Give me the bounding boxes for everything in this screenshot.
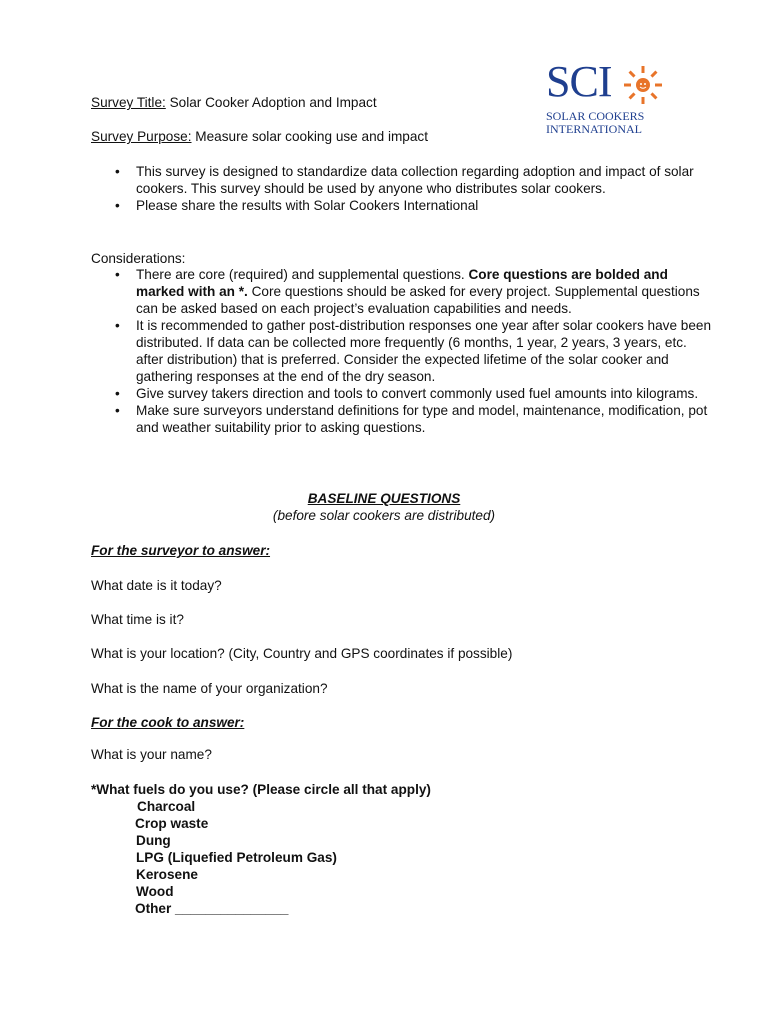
surveyor-question-date: What date is it today? bbox=[91, 578, 222, 593]
list-item: • It is recommended to gather post-distribution responses one year after solar cookers have been distributed. If data can be collected more frequently (6 months, 1 year, 2 years, 3 years, etc. after distribution) that is preferred. Consider the expected lifetime of the solar cooker and gathering responses at the end of the dry season. bbox=[0, 317, 716, 385]
surveyor-question-time: What time is it? bbox=[91, 612, 184, 627]
fuel-option: Charcoal bbox=[137, 799, 196, 814]
survey-title bbox=[91, 94, 377, 111]
fuel-option: Kerosene bbox=[136, 867, 198, 882]
fuel-option: Wood bbox=[136, 884, 174, 899]
logo-line-2: INTERNATIONAL bbox=[546, 122, 642, 136]
list-item bbox=[0, 266, 716, 317]
fuels-question: *What fuels do you use? (Please circle all that apply) bbox=[91, 782, 431, 797]
list-item: • Make sure surveyors understand definitions for type and model, maintenance, modification, pot and weather suitability prior to asking questions. bbox=[0, 402, 716, 436]
survey-purpose-label: Survey Purpose: bbox=[91, 129, 192, 144]
cook-heading: For the cook to answer: bbox=[91, 715, 245, 730]
surveyor-question-location: What is your location? (City, Country and GPS coordinates if possible) bbox=[91, 646, 513, 661]
cook-question-name: What is your name? bbox=[91, 747, 212, 762]
consideration-1-bold: Core questions are bolded and marked with an *. bbox=[136, 267, 668, 299]
sun-icon bbox=[622, 64, 664, 106]
survey-purpose bbox=[91, 128, 428, 145]
survey-purpose-value: Measure solar cooking use and impact bbox=[191, 129, 429, 144]
list-item: • This survey is designed to standardize data collection regarding adoption and impact of solar cookers. This survey should be used by anyone who distributes solar cookers. bbox=[0, 163, 716, 197]
fuel-option: Other _______________ bbox=[135, 901, 289, 916]
list-item: • Give survey takers direction and tools to convert commonly used fuel amounts into kilograms. bbox=[0, 385, 716, 402]
list-item: • Please share the results with Solar Cookers International bbox=[0, 197, 716, 214]
survey-title-label: Survey Title: bbox=[91, 95, 166, 110]
fuel-option: Dung bbox=[136, 833, 171, 848]
baseline-subheading: (before solar cookers are distributed) bbox=[272, 508, 496, 523]
surveyor-question-organization: What is the name of your organization? bbox=[91, 681, 328, 696]
logo-letters: SCI bbox=[546, 57, 612, 106]
fuel-option: LPG (Liquefied Petroleum Gas) bbox=[136, 850, 337, 865]
surveyor-heading: For the surveyor to answer: bbox=[91, 543, 271, 558]
sci-logo bbox=[544, 57, 674, 140]
fuel-option: Crop waste bbox=[135, 816, 209, 831]
consideration-1-text: There are core (required) and supplemental questions. bbox=[136, 267, 469, 282]
intro-bullet-list bbox=[0, 163, 716, 214]
baseline-heading: BASELINE QUESTIONS bbox=[307, 491, 461, 506]
consideration-1-rest: Core questions should be asked for every project. Supplemental questions can be asked based on each project’s evaluation capabilities and needs. bbox=[136, 284, 700, 316]
survey-title-value: Solar Cooker Adoption and Impact bbox=[165, 95, 377, 110]
considerations-bullet-list bbox=[0, 266, 716, 436]
logo-line-1: SOLAR COOKERS bbox=[546, 109, 645, 123]
considerations-heading: Considerations: bbox=[91, 251, 186, 266]
